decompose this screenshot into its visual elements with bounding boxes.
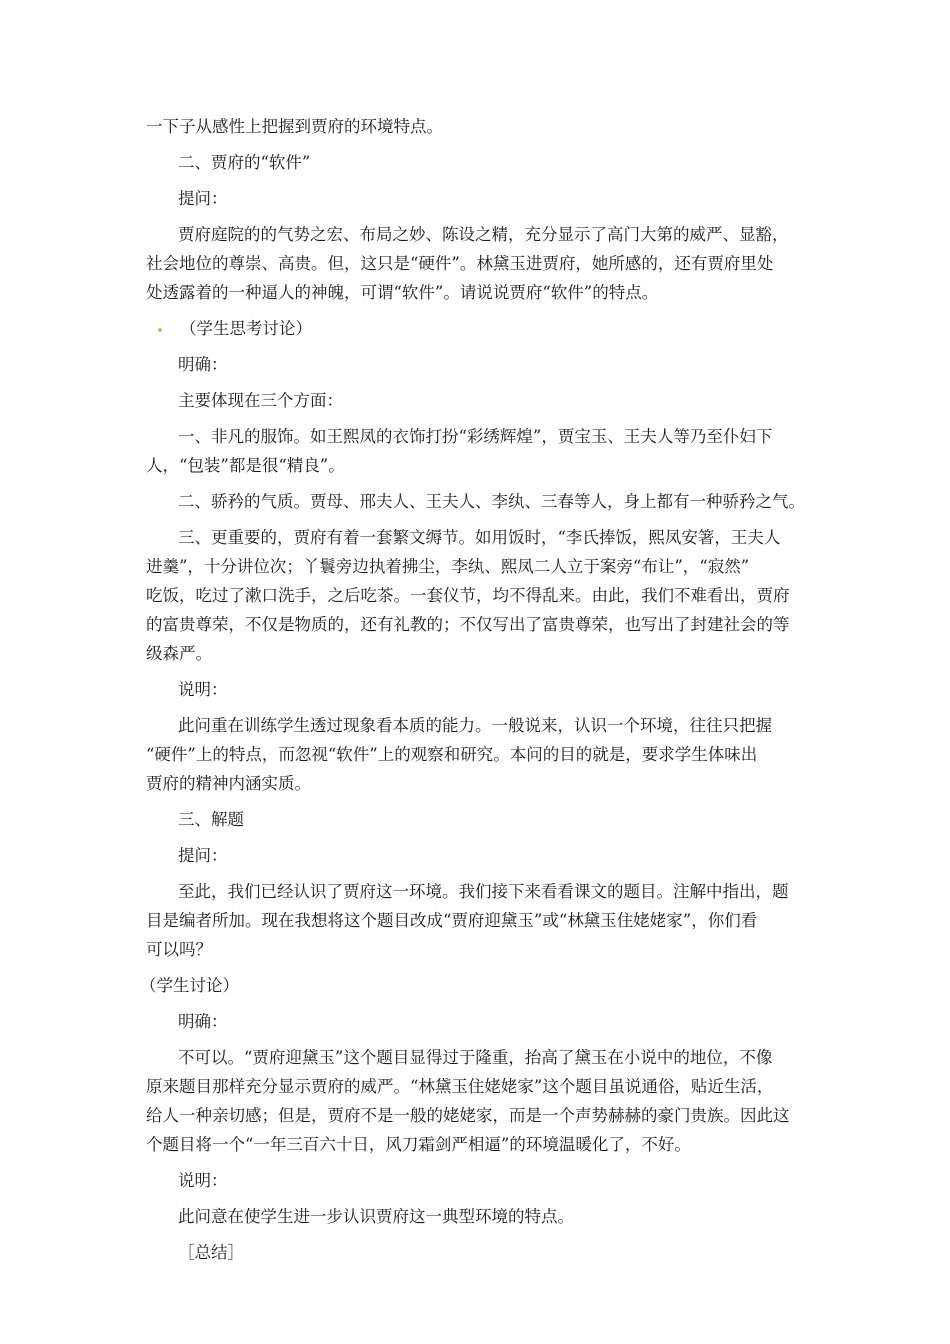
paragraph-line: 目是编者所加。现在我想将这个题目改成“贾府迎黛玉”或“林黛玉住姥姥家”，你们看 xyxy=(146,911,758,930)
paragraph-line: 此问意在使学生进一步认识贾府这一典型环境的特点。 xyxy=(178,1207,574,1226)
paragraph-line: 可以吗？ xyxy=(146,940,212,959)
discussion-note-text: （学生思考讨论） xyxy=(180,319,312,338)
discussion-note xyxy=(146,314,836,343)
discussion-note: （学生讨论） xyxy=(140,976,239,995)
paragraph-line: 吃饭，吃过了漱口洗手，之后吃茶。一套仪节，均不得乱来。由此，我们不难看出，贾府 xyxy=(146,586,790,605)
paragraph-line: 个题目将一个“一年三百六十日，风刀霜剑严相逼”的环境温暖化了，不好。 xyxy=(146,1135,691,1154)
paragraph-line: 原来题目那样充分显示贾府的威严。“林黛玉住姥姥家”这个题目虽说通俗，贴近生活， xyxy=(146,1077,774,1096)
section-heading: 二、贾府的“软件” xyxy=(178,153,311,172)
summary-heading: ［总结］ xyxy=(178,1243,244,1262)
paragraph-line: 此问重在训练学生透过现象看本质的能力。一般说来，认识一个环境，往往只把握 xyxy=(178,716,772,735)
paragraph-line: 处透露着的一种逼人的神魄，可谓“软件”。请说说贾府“软件”的特点。 xyxy=(146,283,659,302)
paragraph-line: 不可以。“贾府迎黛玉”这个题目显得过于隆重，抬高了黛玉在小说中的地位，不像 xyxy=(178,1048,773,1067)
answer-label: 明确： xyxy=(178,355,228,374)
paragraph-line: 贾府的精神内涵实质。 xyxy=(146,774,311,793)
paragraph-line: 给人一种亲切感；但是，贾府不是一般的姥姥家，而是一个声势赫赫的豪门贵族。因此这 xyxy=(146,1106,790,1125)
paragraph-line: 一下子从感性上把握到贾府的环境特点。 xyxy=(146,117,443,136)
paragraph-line: 贾府庭院的的气势之宏、布局之妙、陈设之精，充分显示了高门大第的威严、显豁， xyxy=(178,225,789,244)
paragraph-line: 至此，我们已经认识了贾府这一环境。我们接下来看看课文的题目。注解中指出，题 xyxy=(178,882,789,901)
paragraph-line: 进羹”，十分讲位次；丫鬟旁边执着拂尘，李纨、熙凤二人立于案旁“布让”，“寂然” xyxy=(146,557,750,576)
paragraph-line: 一、非凡的服饰。如王熙凤的衣饰打扮“彩绣辉煌”，贾宝玉、王夫人等乃至仆妇下 xyxy=(178,427,773,446)
paragraph-line: 人，“包装”都是很“精良”。 xyxy=(146,456,345,475)
note-label: 说明： xyxy=(178,1171,228,1190)
paragraph-line: “硬件”上的特点，而忽视“软件”上的观察和研究。本问的目的就是，要求学生体味出 xyxy=(146,745,758,764)
paragraph-line: 社会地位的尊崇、高贵。但，这只是“硬件”。林黛玉进贾府，她所感的，还有贾府里处 xyxy=(146,254,774,273)
dot-marker xyxy=(158,328,162,332)
answer-label: 明确： xyxy=(178,1012,228,1031)
document-body xyxy=(140,112,836,1267)
paragraph-line: 的富贵尊荣，不仅是物质的，还有礼教的；不仅写出了富贵尊荣，也写出了封建社会的等 xyxy=(146,615,790,634)
question-label: 提问： xyxy=(178,846,228,865)
note-label: 说明： xyxy=(178,680,228,699)
paragraph-line: 二、骄矜的气质。贾母、邢夫人、王夫人、李纨、三春等人，身上都有一种骄矜之气。 xyxy=(178,492,805,511)
paragraph-line: 主要体现在三个方面： xyxy=(178,391,343,410)
paragraph-line: 三、更重要的，贾府有着一套繁文缛节。如用饭时，“李氏捧饭，熙凤安箸，王夫人 xyxy=(178,528,781,547)
section-heading: 三、解题 xyxy=(178,810,244,829)
question-label: 提问： xyxy=(178,189,228,208)
paragraph-line: 级森严。 xyxy=(146,644,212,663)
